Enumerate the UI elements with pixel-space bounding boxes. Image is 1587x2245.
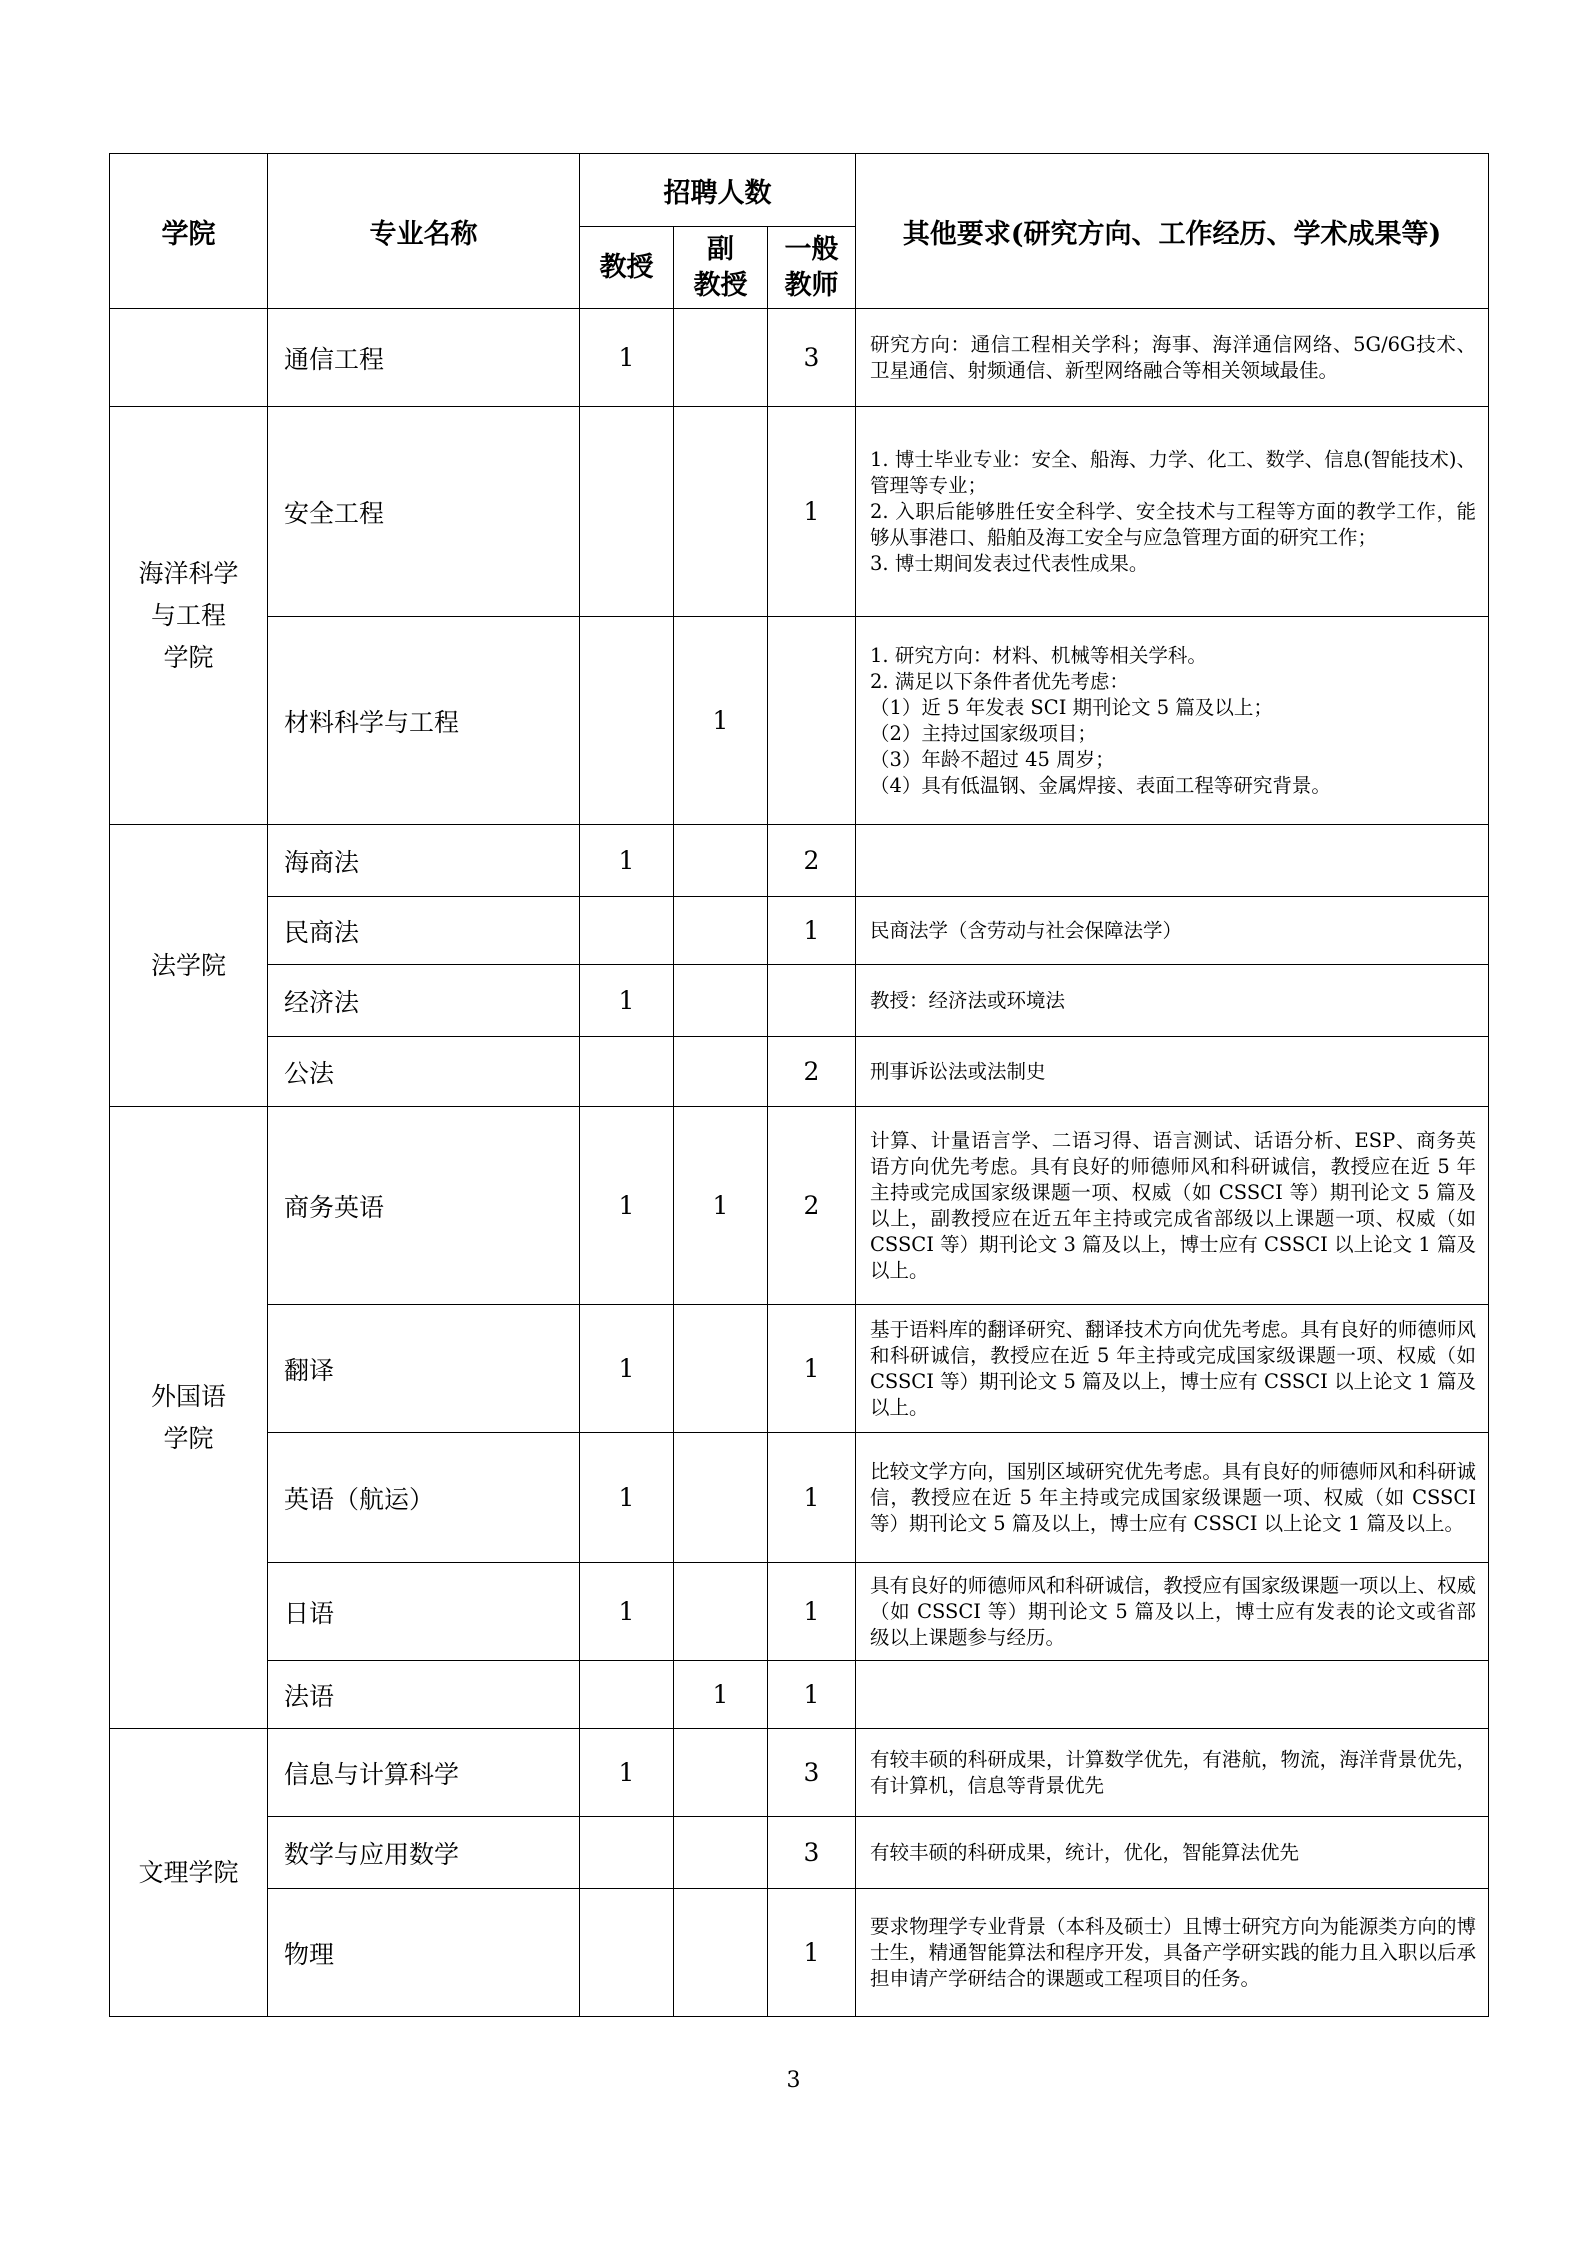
professor-count-cell [580,897,674,965]
major-cell: 公法 [268,1037,580,1107]
header-college: 学院 [110,154,268,309]
college-cell: 文理学院 [110,1729,268,2017]
header-professor: 教授 [580,227,674,309]
general-count-cell [768,617,856,825]
associate-count-cell [674,1433,768,1563]
general-count-cell: 2 [768,825,856,897]
table-row [110,1729,1489,1817]
professor-count-cell: 1 [580,965,674,1037]
associate-count-cell [674,407,768,617]
requirements-cell: 基于语料库的翻译研究、翻译技术方向优先考虑。具有良好的师德师风和科研诚信，教授应在近 5 年主持或完成国家级课题一项、权威（如 CSSCI 等）期刊论文 5 篇及以上，博士应有 CSSCI 以上论文 1 篇及以上。 [856,1305,1489,1433]
general-count-cell: 1 [768,407,856,617]
requirements-cell: 比较文学方向，国别区域研究优先考虑。具有良好的师德师风和科研诚信，教授应在近 5 年主持或完成国家级课题一项、权威（如 CSSCI 等）期刊论文 5 篇及以上，博士应有 CSSCI 以上论文 1 篇及以上。 [856,1433,1489,1563]
professor-count-cell [580,617,674,825]
recruitment-table [109,153,1489,2017]
general-count-cell: 1 [768,1563,856,1661]
associate-count-cell [674,1889,768,2017]
associate-count-cell [674,1305,768,1433]
header-associate-professor: 副 教授 [674,227,768,309]
general-count-cell [768,965,856,1037]
requirements-cell: 民商法学（含劳动与社会保障法学） [856,897,1489,965]
requirements-cell: 刑事诉讼法或法制史 [856,1037,1489,1107]
college-cell: 外国语 学院 [110,1107,268,1729]
requirements-cell: 教授：经济法或环境法 [856,965,1489,1037]
major-cell: 英语（航运） [268,1433,580,1563]
page-number: 3 [786,2068,801,2093]
table-row [110,1433,1489,1563]
general-count-cell: 2 [768,1107,856,1305]
professor-count-cell: 1 [580,1305,674,1433]
header-other-requirements: 其他要求(研究方向、工作经历、学术成果等) [856,154,1489,309]
major-cell: 商务英语 [268,1107,580,1305]
table-row [110,1661,1489,1729]
general-count-cell: 1 [768,1305,856,1433]
requirements-cell: 要求物理学专业背景（本科及硕士）且博士研究方向为能源类方向的博士生，精通智能算法和程序开发，具备产学研实践的能力且入职以后承担申请产学研结合的课题或工程项目的任务。 [856,1889,1489,2017]
general-count-cell: 1 [768,1661,856,1729]
professor-count-cell [580,1889,674,2017]
professor-count-cell [580,1037,674,1107]
table-row [110,1305,1489,1433]
header-general-teacher: 一般 教师 [768,227,856,309]
requirements-cell: 有较丰硕的科研成果，统计，优化，智能算法优先 [856,1817,1489,1889]
major-cell: 通信工程 [268,309,580,407]
associate-count-cell: 1 [674,1107,768,1305]
table-row [110,309,1489,407]
professor-count-cell [580,1817,674,1889]
associate-count-cell [674,1563,768,1661]
associate-count-cell [674,897,768,965]
table-row [110,1817,1489,1889]
requirements-cell [856,825,1489,897]
major-cell: 数学与应用数学 [268,1817,580,1889]
major-cell: 海商法 [268,825,580,897]
major-cell: 民商法 [268,897,580,965]
header-recruit-count: 招聘人数 [580,154,856,227]
professor-count-cell: 1 [580,825,674,897]
requirements-cell: 有较丰硕的科研成果，计算数学优先，有港航，物流，海洋背景优先，有计算机，信息等背景优先 [856,1729,1489,1817]
professor-count-cell: 1 [580,1729,674,1817]
table-row [110,825,1489,897]
general-count-cell: 2 [768,1037,856,1107]
general-count-cell: 1 [768,1433,856,1563]
requirements-cell [856,1661,1489,1729]
general-count-cell: 1 [768,1889,856,2017]
associate-count-cell [674,1729,768,1817]
table-header [110,154,1489,309]
table-row [110,1563,1489,1661]
major-cell: 物理 [268,1889,580,2017]
major-cell: 翻译 [268,1305,580,1433]
general-count-cell: 1 [768,897,856,965]
header-major: 专业名称 [268,154,580,309]
associate-count-cell [674,1817,768,1889]
professor-count-cell: 1 [580,1107,674,1305]
associate-count-cell [674,309,768,407]
major-cell: 日语 [268,1563,580,1661]
associate-count-cell: 1 [674,617,768,825]
associate-count-cell [674,1037,768,1107]
table-row [110,1107,1489,1305]
major-cell: 信息与计算科学 [268,1729,580,1817]
associate-count-cell [674,825,768,897]
college-cell: 海洋科学 与工程 学院 [110,407,268,825]
table-row [110,897,1489,965]
college-cell [110,309,268,407]
professor-count-cell: 1 [580,309,674,407]
table-body [110,309,1489,2017]
professor-count-cell: 1 [580,1433,674,1563]
requirements-cell: 1. 博士毕业专业：安全、船海、力学、化工、数学、信息(智能技术)、管理等专业； 2. 入职后能够胜任安全科学、安全技术与工程等方面的教学工作，能够从事港口、船舶及海工安全与应急管理方面的研究工作； 3. 博士期间发表过代表性成果。 [856,407,1489,617]
requirements-cell: 具有良好的师德师风和科研诚信，教授应有国家级课题一项以上、权威（如 CSSCI 等）期刊论文 5 篇及以上，博士应有发表的论文或省部级以上课题参与经历。 [856,1563,1489,1661]
professor-count-cell [580,1661,674,1729]
major-cell: 安全工程 [268,407,580,617]
table-row [110,617,1489,825]
general-count-cell: 3 [768,1729,856,1817]
major-cell: 法语 [268,1661,580,1729]
requirements-cell: 研究方向：通信工程相关学科；海事、海洋通信网络、5G/6G技术、卫星通信、射频通信、新型网络融合等相关领域最佳。 [856,309,1489,407]
major-cell: 经济法 [268,965,580,1037]
table-row [110,965,1489,1037]
requirements-cell: 1. 研究方向：材料、机械等相关学科。 2. 满足以下条件者优先考虑： （1）近 5 年发表 SCI 期刊论文 5 篇及以上； （2）主持过国家级项目； （3）年龄不超过 45 周岁； （4）具有低温钢、金属焊接、表面工程等研究背景。 [856,617,1489,825]
general-count-cell: 3 [768,1817,856,1889]
table-row [110,1889,1489,2017]
requirements-cell: 计算、计量语言学、二语习得、语言测试、话语分析、ESP、商务英语方向优先考虑。具有良好的师德师风和科研诚信，教授应在近 5 年主持或完成国家级课题一项、权威（如 CSSCI 等）期刊论文 5 篇及以上，副教授应在近五年主持或完成省部级以上课题一项、权威（如 CSSCI 等）期刊论文 3 篇及以上，博士应有 CSSCI 以上论文 1 篇及以上。 [856,1107,1489,1305]
professor-count-cell [580,407,674,617]
associate-count-cell: 1 [674,1661,768,1729]
college-cell: 法学院 [110,825,268,1107]
major-cell: 材料科学与工程 [268,617,580,825]
general-count-cell: 3 [768,309,856,407]
professor-count-cell: 1 [580,1563,674,1661]
associate-count-cell [674,965,768,1037]
table-row [110,1037,1489,1107]
table-row [110,407,1489,617]
